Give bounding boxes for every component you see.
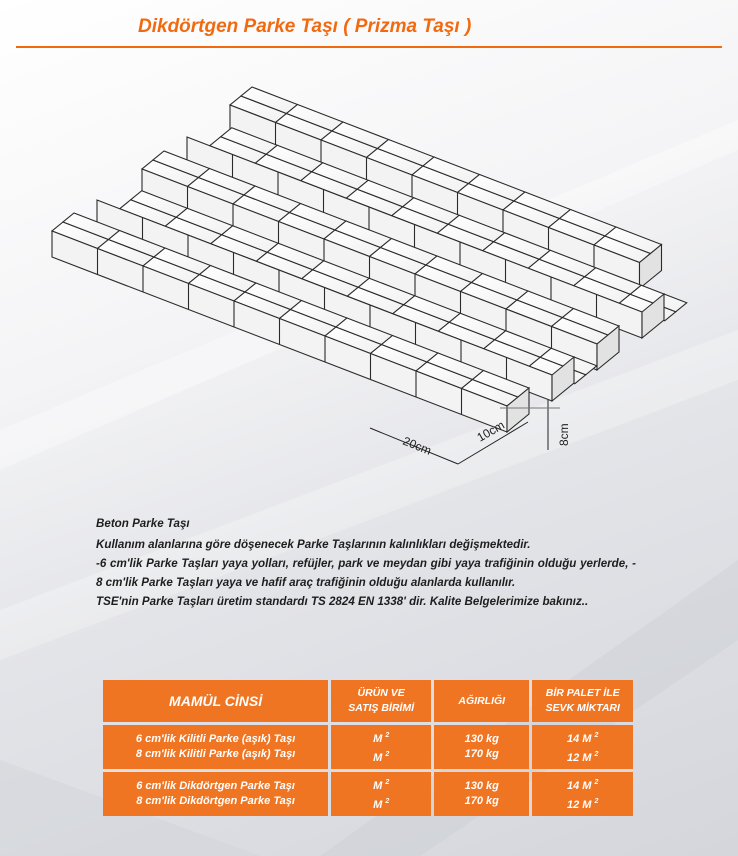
header-unit: [331, 680, 431, 722]
product-name: 8 cm'lik Kilitli Parke (aşık) Taşı: [135, 748, 296, 760]
unit-exponent: 2: [385, 751, 390, 758]
unit-value: M: [373, 780, 383, 792]
dimension-width-label: 10cm: [474, 417, 507, 445]
pallet-exponent: 2: [594, 798, 599, 805]
weight-value: 130 kg: [464, 780, 499, 792]
header-pallet-line1: BİR PALET İLE: [545, 687, 620, 699]
product-table: [100, 677, 636, 819]
weight-cell: [434, 725, 529, 769]
unit-value: M: [373, 733, 383, 745]
table-row: [103, 772, 633, 816]
description-paragraph: TSE'nin Parke Taşları üretim standardı TS 2824 EN 1338' dir. Kalite Belgelerimize bakınız..: [96, 595, 589, 608]
product-name: 6 cm'lik Kilitli Parke (aşık) Taşı: [135, 733, 296, 745]
unit-cell: [331, 725, 431, 769]
table-row: [103, 725, 633, 769]
product-name-cell: [103, 772, 328, 816]
unit-exponent: 2: [385, 732, 390, 739]
pallet-value: 14 M: [566, 733, 592, 745]
description-paragraph: Kullanım alanlarına göre döşenecek Parke Taşlarının kalınlıkları değişmektedir.: [96, 538, 531, 551]
header-pallet: [532, 680, 633, 722]
pallet-exponent: 2: [594, 751, 599, 758]
description-block: [96, 514, 636, 611]
unit-value: M: [373, 799, 383, 811]
pallet-cell: [532, 772, 633, 816]
header-weight: AĞIRLIĞI: [434, 680, 529, 722]
weight-value: 170 kg: [464, 795, 499, 807]
product-name: 8 cm'lik Dikdörtgen Parke Taşı: [136, 795, 295, 807]
unit-value: M: [373, 752, 383, 764]
weight-value: 170 kg: [464, 748, 499, 760]
product-name-cell: [103, 725, 328, 769]
dimension-length-label: 20cm: [400, 433, 434, 458]
header-unit-line1: ÜRÜN VE: [357, 687, 405, 699]
title-divider: [16, 46, 722, 48]
dimension-height-label: 8cm: [557, 423, 571, 446]
page-title: Dikdörtgen Parke Taşı ( Prizma Taşı ): [138, 16, 472, 37]
description-paragraph: -6 cm'lik Parke Taşları yaya yolları, refüjler, park ve meydan gibi yaya trafiğinin olduğu yerlerde, - 8 cm'lik Parke Taşları yaya ve hafif araç trafiğinin olduğu alanlarda kullanılır.: [96, 557, 636, 589]
unit-exponent: 2: [385, 798, 390, 805]
unit-cell: [331, 772, 431, 816]
description-heading: Beton Parke Taşı: [96, 517, 190, 530]
pallet-value: 12 M: [566, 799, 592, 811]
weight-cell: [434, 772, 529, 816]
paver-stone-illustration: [40, 78, 720, 478]
pallet-exponent: 2: [594, 732, 599, 739]
header-unit-line2: SATIŞ BİRİMİ: [348, 702, 415, 714]
weight-value: 130 kg: [464, 733, 499, 745]
pallet-value: 12 M: [566, 752, 592, 764]
table-header-row: [103, 680, 633, 722]
unit-exponent: 2: [385, 779, 390, 786]
header-pallet-line2: SEVK MİKTARI: [545, 702, 620, 714]
pallet-exponent: 2: [594, 779, 599, 786]
pallet-cell: [532, 725, 633, 769]
product-name: 6 cm'lik Dikdörtgen Parke Taşı: [136, 780, 295, 792]
header-product: MAMÜL CİNSİ: [103, 680, 328, 722]
pallet-value: 14 M: [566, 780, 592, 792]
